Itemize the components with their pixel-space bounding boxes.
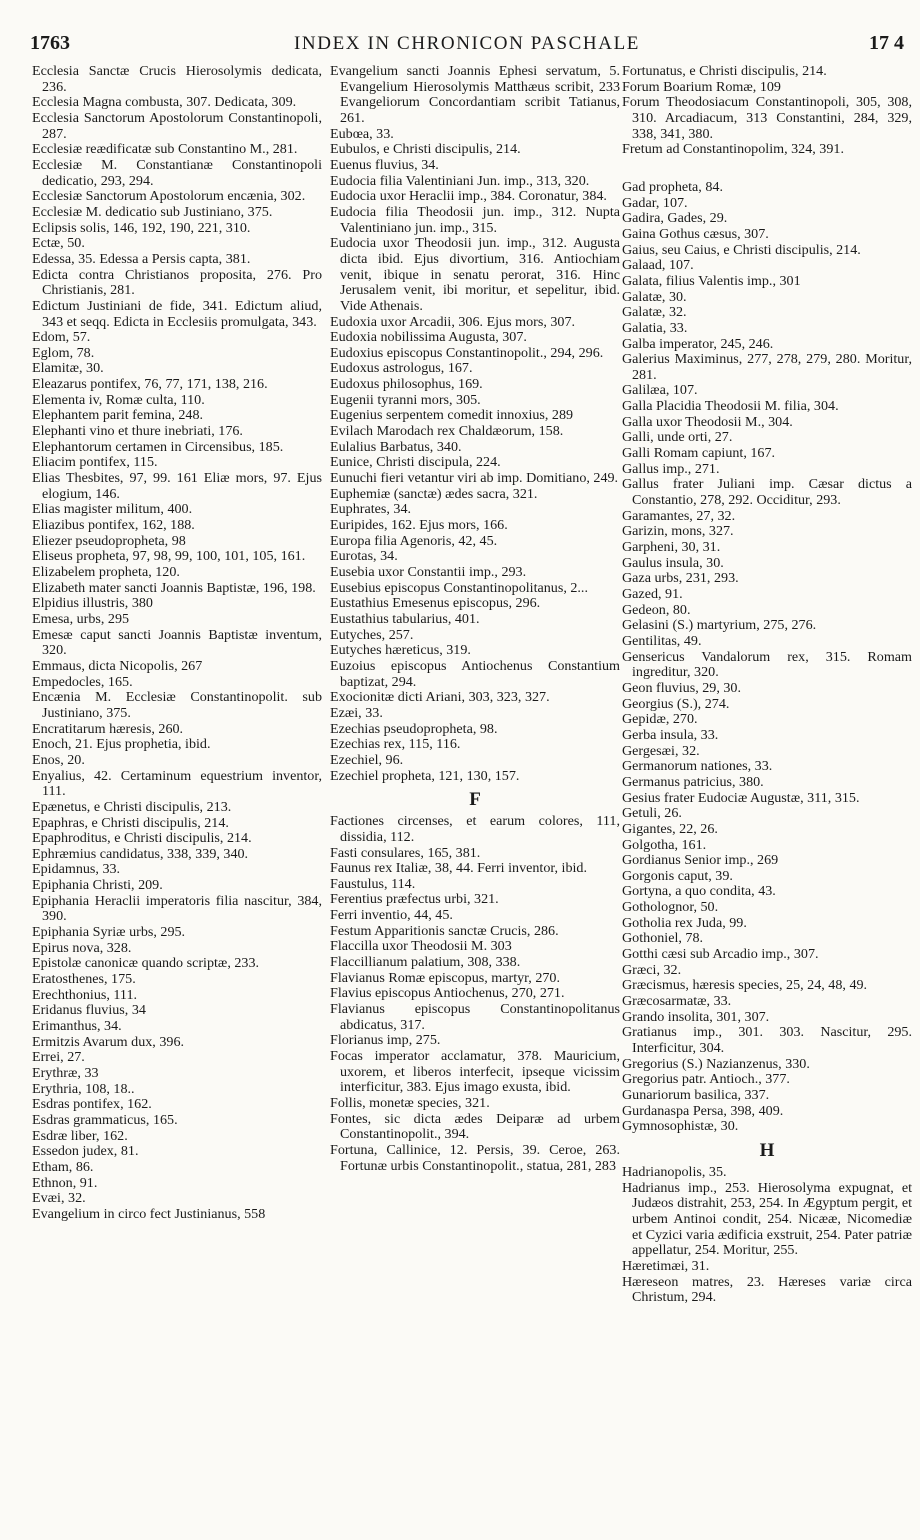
index-entry: Epiphania Christi, 209. — [32, 877, 163, 894]
index-entry: Ecclesiæ M. dedicatio sub Justiniano, 375. — [32, 203, 273, 220]
index-entry: Elizabelem propheta, 120. — [32, 564, 180, 580]
index-entry: Epidamnus, 33. — [32, 861, 121, 878]
section-gap — [622, 158, 912, 180]
index-entry: Eudoxius episcopus Constantinopolit., 294, 296. — [330, 344, 604, 361]
page-number-left: 1763 — [30, 32, 70, 54]
index-entry: Hadrianus imp., 253. Hierosolyma expugnat, et Judæos distrahit, 253, 254. In Ægyptum pergit, et urbem Antinoi condit, 254. Nicææ, Nicomediæ et Cyzici varia ædificia exstruit, 254. Pater patriæ appellatur, 254. Moritur, 255. — [622, 1179, 912, 1259]
index-entry: Epistolæ canonicæ quando scriptæ, 233. — [32, 955, 260, 972]
index-entry: Gotthi cæsi sub Arcadio imp., 307. — [622, 946, 819, 963]
index-entry: Græci, 32. — [622, 961, 682, 978]
index-entry: Euphemiæ (sanctæ) ædes sacra, 321. — [330, 485, 538, 502]
index-entry: Eliazibus pontifex, 162, 188. — [32, 517, 195, 534]
index-entry: Epiphania Syriæ urbs, 295. — [32, 924, 186, 941]
index-entry: Gaza urbs, 231, 293. — [622, 570, 739, 587]
index-column-1 — [32, 64, 322, 1526]
index-entry: Hæreseon matres, 23. Hæreses variæ circa Christum, 294. — [622, 1273, 912, 1306]
index-entry: Euzoius episcopus Antiochenus Constantium baptizat, 294. — [330, 657, 620, 690]
index-entry: Gotholia rex Juda, 99. — [622, 914, 747, 931]
index-entry: Eubulos, e Christi discipulis, 214. — [330, 141, 521, 158]
index-entry: Euripides, 162. Ejus mors, 166. — [330, 517, 508, 534]
index-entry: Galla Placidia Theodosii M. filia, 304. — [622, 398, 839, 415]
index-entry: Ecclesia Sanctæ Crucis Hierosolymis dedicata, 236. — [32, 64, 322, 95]
index-entry: Flavius episcopus Antiochenus, 270, 271. — [330, 985, 565, 1002]
index-entry: Eudoxia uxor Arcadii, 306. Ejus mors, 307. — [330, 313, 576, 330]
index-entry: Eudocia filia Theodosii jun. imp., 312. Nupta Valentiniano jun. imp., 315. — [330, 203, 620, 236]
index-entry: Eudoxus philosophus, 169. — [330, 376, 483, 393]
index-entry: Epaphras, e Christi discipulis, 214. — [32, 814, 229, 831]
index-entry: Edictum Justiniani de fide, 341. Edictum aliud, 343 et seqq. Edicta in Ecclesiis promulgata, 343. — [32, 297, 322, 330]
index-entry: Epirus nova, 328. — [32, 939, 132, 956]
index-entry: Gregorius (S.) Nazianzenus, 330. — [622, 1055, 810, 1072]
index-entry: Ezæi, 33. — [330, 704, 383, 721]
index-entry: Ezechias pseudopropheta, 98. — [330, 720, 498, 737]
index-entry: Eudocia uxor Heraclii imp., 384. Coronatur, 384. — [330, 188, 607, 205]
index-entry: Epænetus, e Christi discipulis, 213. — [32, 798, 232, 815]
index-entry: Empedocles, 165. — [32, 673, 133, 690]
index-entry: Ecclesiæ reædificatæ sub Constantino M., 281. — [32, 141, 298, 158]
index-entry: Græcismus, hæresis species, 25, 24, 48, 49. — [622, 977, 868, 994]
index-entry: Golgotha, 161. — [622, 836, 707, 853]
index-entry: Galerius Maximinus, 277, 278, 279, 280. Moritur, 281. — [622, 351, 912, 383]
index-entry: Gratianus imp., 301. 303. Nascitur, 295. Interficitur, 304. — [622, 1024, 912, 1057]
page-header — [30, 32, 904, 62]
index-entry: Focas imperator acclamatur, 378. Mauricium, uxorem, et liberos interfecit, ipseque vicissim interficitur, 383. Ejus imago exusta, ibid. — [330, 1048, 620, 1096]
page-number-right: 17 4 — [869, 32, 904, 54]
index-entry: Eugenius serpentem comedit innoxius, 289 — [330, 407, 574, 424]
index-entry: Eliseus propheta, 97, 98, 99, 100, 101, 105, 161. — [32, 548, 306, 565]
index-entry: Eudoxus astrologus, 167. — [330, 360, 473, 377]
index-entry: Gallus frater Juliani imp. Cæsar dictus a Constantio, 278, 292. Occiditur, 293. — [622, 476, 912, 509]
index-entry: Esdræ liber, 162. — [32, 1127, 128, 1144]
index-entry: Ecclesia Magna combusta, 307. Dedicata, 309. — [32, 94, 297, 111]
index-entry: Elizabeth mater sancti Joannis Baptistæ, 196, 198. — [32, 579, 316, 596]
index-entry: Eliezer pseudopropheta, 98 — [32, 532, 186, 549]
index-entry: Faustulus, 114. — [330, 875, 416, 892]
index-entry: Eridanus fluvius, 34 — [32, 1002, 146, 1019]
index-entry: Esdras grammaticus, 165. — [32, 1111, 178, 1128]
index-entry: Gadar, 107. — [622, 194, 688, 211]
index-entry: Elementa iv, Romæ culta, 110. — [32, 391, 205, 408]
index-entry: Eunuchi fieri vetantur viri ab imp. Domitiano, 249. — [330, 470, 619, 487]
index-entry: Fontes, sic dicta ædes Deiparæ ad urbem Constantinopolit., 394. — [330, 1110, 620, 1143]
index-entry: Gaius, seu Caius, e Christi discipulis, 214. — [622, 241, 861, 258]
index-entry: Elias Thesbites, 97, 99. 161 Eliæ mors, 97. Ejus elogium, 146. — [32, 470, 322, 502]
index-entry: Evangelium sancti Joannis Ephesi servatum, 5. Evangelium Hierosolymis Matthæus scribit, 233 Evangeliorum Concordantiam scribit Tatianus, 261. — [330, 64, 620, 126]
index-entry: Elephantem parit femina, 248. — [32, 407, 204, 424]
index-entry: Galatæ, 32. — [622, 304, 687, 321]
index-entry: Gesius frater Eudociæ Augustæ, 311, 315. — [622, 789, 860, 806]
index-entry: Epaphroditus, e Christi discipulis, 214. — [32, 830, 252, 847]
index-entry: Esdras pontifex, 162. — [32, 1096, 152, 1113]
index-entry: Forum Boarium Romæ, 109 — [622, 78, 781, 95]
index-entry: Eubœa, 33. — [330, 125, 394, 142]
index-entry: Evæi, 32. — [32, 1190, 86, 1207]
index-entry: Geon fluvius, 29, 30. — [622, 679, 742, 696]
index-entry: Edicta contra Christianos proposita, 276. Pro Christianis, 281. — [32, 266, 322, 299]
index-entry: Gelasini (S.) martyrium, 275, 276. — [622, 617, 817, 634]
index-entry: Festum Apparitionis sanctæ Crucis, 286. — [330, 922, 559, 939]
index-column-3 — [622, 64, 912, 1526]
index-entry: Follis, monetæ species, 321. — [330, 1095, 490, 1111]
index-entry: Emesa, urbs, 295 — [32, 610, 130, 627]
index-entry: Elephantorum certamen in Circensibus, 185. — [32, 438, 284, 455]
index-entry: Eulalius Barbatus, 340. — [330, 438, 462, 455]
index-entry: Gergesæi, 32. — [622, 742, 700, 759]
index-entry: Gazed, 91. — [622, 586, 683, 602]
index-entry: Getuli, 26. — [622, 805, 682, 822]
index-entry: Galli Romam capiunt, 167. — [622, 445, 776, 462]
index-entry: Elephanti vino et thure inebriati, 176. — [32, 423, 243, 440]
index-entry: Ezechiel, 96. — [330, 751, 404, 768]
index-entry: Galli, unde orti, 27. — [622, 429, 733, 446]
index-entry: Gedeon, 80. — [622, 601, 691, 618]
index-entry: Germanorum nationes, 33. — [622, 758, 773, 775]
index-entry: Factiones circenses, et earum colores, 111, dissidia, 112. — [330, 813, 620, 845]
index-entry: Fretum ad Constantinopolim, 324, 391. — [622, 141, 844, 158]
index-entry: Ezechias rex, 115, 116. — [330, 736, 461, 753]
index-entry: Fasti consulares, 165, 381. — [330, 844, 481, 861]
index-entry: Hadrianopolis, 35. — [622, 1163, 727, 1180]
index-entry: Eusebia uxor Constantii imp., 293. — [330, 564, 527, 580]
index-entry: Eleazarus pontifex, 76, 77, 171, 138, 216. — [32, 376, 268, 393]
index-entry: Eratosthenes, 175. — [32, 971, 136, 988]
index-entry: Galba imperator, 245, 246. — [622, 335, 774, 352]
index-entry: Gordianus Senior imp., 269 — [622, 852, 779, 869]
index-entry: Gadira, Gades, 29. — [622, 210, 728, 227]
index-entry: Gentilitas, 49. — [622, 632, 702, 649]
index-entry: Gurdanaspa Persa, 398, 409. — [622, 1102, 784, 1119]
index-entry: Etham, 86. — [32, 1158, 94, 1175]
index-entry: Eustathius tabularius, 401. — [330, 610, 480, 627]
index-entry: Eudoxia nobilissima Augusta, 307. — [330, 329, 527, 346]
index-entry: Garpheni, 30, 31. — [622, 539, 721, 556]
index-entry: Gotholognor, 50. — [622, 899, 719, 916]
index-entry: Græcosarmatæ, 33. — [622, 993, 732, 1010]
index-entry: Emesæ caput sancti Joannis Baptistæ inventum, 320. — [32, 626, 322, 659]
index-entry: Flavianus episcopus Constantinopolitanus abdicatus, 317. — [330, 1001, 620, 1033]
index-entry: Gallus imp., 271. — [622, 460, 720, 477]
index-entry: Gymnosophistæ, 30. — [622, 1118, 739, 1135]
index-entry: Ecclesiæ Sanctorum Apostolorum encænia, 302. — [32, 188, 306, 205]
index-entry: Encratitarum hæresis, 260. — [32, 720, 184, 737]
index-entry: Essedon judex, 81. — [32, 1143, 139, 1160]
index-entry: Ermitzis Avarum dux, 396. — [32, 1033, 185, 1050]
index-entry: Flaccilla uxor Theodosii M. 303 — [330, 938, 512, 955]
section-letter: F — [469, 789, 481, 811]
index-entry: Errei, 27. — [32, 1049, 85, 1066]
index-entry: Enyalius, 42. Certaminum equestrium inventor, 111. — [32, 767, 322, 800]
index-entry: Erythræ, 33 — [32, 1065, 99, 1081]
index-entry: Eglom, 78. — [32, 344, 95, 361]
index-entry: Galatæ, 30. — [622, 288, 687, 305]
index-entry: Eusebius episcopus Constantinopolitanus, 2... — [330, 579, 588, 596]
index-entry: Eutyches, 257. — [330, 626, 414, 643]
index-entry: Eustathius Emesenus episcopus, 296. — [330, 595, 541, 612]
index-entry: Eliacim pontifex, 115. — [32, 454, 158, 471]
index-entry: Garizin, mons, 327. — [622, 523, 734, 540]
index-entry: Eudocia filia Valentiniani Jun. imp., 313, 320. — [330, 172, 590, 189]
index-entry: Florianus imp, 275. — [330, 1032, 441, 1049]
index-entry: Galla uxor Theodosii M., 304. — [622, 413, 793, 430]
index-entry: Gepidæ, 270. — [622, 711, 698, 728]
index-entry: Eunice, Christi discipula, 224. — [330, 454, 501, 471]
index-entry: Georgius (S.), 274. — [622, 695, 730, 712]
index-entry: Ferri inventio, 44, 45. — [330, 907, 453, 924]
index-entry: Hæretimæi, 31. — [622, 1257, 710, 1274]
index-entry: Evilach Marodach rex Chaldæorum, 158. — [330, 423, 564, 440]
index-entry: Gorgonis caput, 39. — [622, 867, 733, 884]
index-entry: Galata, filius Valentis imp., 301 — [622, 272, 801, 289]
index-entry: Gad propheta, 84. — [622, 178, 723, 195]
index-entry: Gensericus Vandalorum rex, 315. Romam ingreditur, 320. — [622, 648, 912, 681]
index-entry: Gothoniel, 78. — [622, 930, 704, 947]
index-entry: Ephræmius candidatus, 338, 339, 340. — [32, 845, 249, 862]
index-entry: Elpidius illustris, 380 — [32, 595, 153, 612]
index-entry: Germanus patricius, 380. — [622, 773, 764, 790]
index-entry: Garamantes, 27, 32. — [622, 507, 736, 524]
index-entry: Ethnon, 91. — [32, 1174, 98, 1191]
index-entry: Grando insolita, 301, 307. — [622, 1008, 770, 1025]
index-entry: Flavianus Romæ episcopus, martyr, 270. — [330, 969, 561, 986]
index-entry: Faunus rex Italiæ, 38, 44. Ferri inventor, ibid. — [330, 860, 588, 877]
index-entry: Eudocia uxor Theodosii jun. imp., 312. Augusta dicta ibid. Ejus divortium, 316. Antiochiam venit, ibique in senatu perorat, 316. Hinc Jerusalem venit, ibi moritur, et sepelitur, ibid. Vide Athenais. — [330, 235, 620, 314]
section-letter: H — [759, 1139, 775, 1161]
index-column-2 — [330, 64, 620, 1526]
index-entry: Exocionitæ dicti Ariani, 303, 323, 327. — [330, 689, 550, 706]
index-entry: Enoch, 21. Ejus prophetia, ibid. — [32, 736, 211, 753]
index-entry: Eurotas, 34. — [330, 548, 398, 565]
index-entry: Gregorius patr. Antioch., 377. — [622, 1071, 790, 1088]
index-entry: Epiphania Heraclii imperatoris filia nascitur, 384, 390. — [32, 892, 322, 925]
index-entry: Edessa, 35. Edessa a Persis capta, 381. — [32, 250, 251, 267]
index-entry: Ecclesiæ M. Constantianæ Constantinopoli dedicatio, 293, 294. — [32, 156, 322, 189]
index-entry: Forum Theodosiacum Constantinopoli, 305, 308, 310. Arcadiacum, 313 Constantini, 284, 329, 338, 341, 380. — [622, 94, 912, 142]
index-entry: Eugenii tyranni mors, 305. — [330, 391, 481, 408]
index-entry: Eutyches hæreticus, 319. — [330, 642, 471, 659]
index-entry: Galaad, 107. — [622, 257, 694, 274]
index-entry: Europa filia Agenoris, 42, 45. — [330, 532, 498, 549]
index-entry: Fortuna, Callinice, 12. Persis, 39. Ceroe, 263. Fortunæ urbis Constantinopolit., statua, 281, 283 — [330, 1141, 620, 1174]
index-entry: Erythria, 108, 18.. — [32, 1080, 135, 1097]
index-entry: Flaccillianum palatium, 308, 338. — [330, 954, 521, 971]
page-title: INDEX IN CHRONICON PASCHALE — [294, 33, 640, 54]
index-entry: Galatia, 33. — [622, 319, 688, 336]
index-entry: Evangelium in circo fect Justinianus, 558 — [32, 1205, 266, 1222]
index-entry: Fortunatus, e Christi discipulis, 214. — [622, 64, 827, 79]
index-entry: Gaulus insula, 30. — [622, 554, 724, 571]
index-entry: Gunariorum basilica, 337. — [622, 1087, 770, 1103]
index-entry: Eclipsis solis, 146, 192, 190, 221, 310. — [32, 219, 251, 236]
index-entry: Gaina Gothus cæsus, 307. — [622, 225, 769, 242]
index-entry: Elias magister militum, 400. — [32, 501, 193, 518]
index-entry: Gigantes, 22, 26. — [622, 820, 718, 837]
index-entry: Ectæ, 50. — [32, 235, 85, 252]
index-entry: Erimanthus, 34. — [32, 1018, 122, 1035]
index-entry: Encænia M. Ecclesiæ Constantinopolit. sub Justiniano, 375. — [32, 689, 322, 721]
index-entry: Edom, 57. — [32, 329, 91, 346]
index-entry: Euphrates, 34. — [330, 501, 412, 518]
index-entry: Enos, 20. — [32, 751, 85, 768]
index-entry: Galilæa, 107. — [622, 382, 698, 399]
index-entry: Elamitæ, 30. — [32, 360, 104, 377]
index-entry: Ferentius præfectus urbi, 321. — [330, 891, 499, 908]
index-entry: Gerba insula, 33. — [622, 726, 719, 743]
index-entry: Gortyna, a quo condita, 43. — [622, 883, 776, 900]
index-entry: Ecclesia Sanctorum Apostolorum Constantinopoli, 287. — [32, 109, 322, 142]
index-entry: Emmaus, dicta Nicopolis, 267 — [32, 657, 203, 674]
index-entry: Erechthonius, 111. — [32, 986, 138, 1003]
index-entry: Euenus fluvius, 34. — [330, 156, 439, 173]
index-entry: Ezechiel propheta, 121, 130, 157. — [330, 767, 520, 784]
